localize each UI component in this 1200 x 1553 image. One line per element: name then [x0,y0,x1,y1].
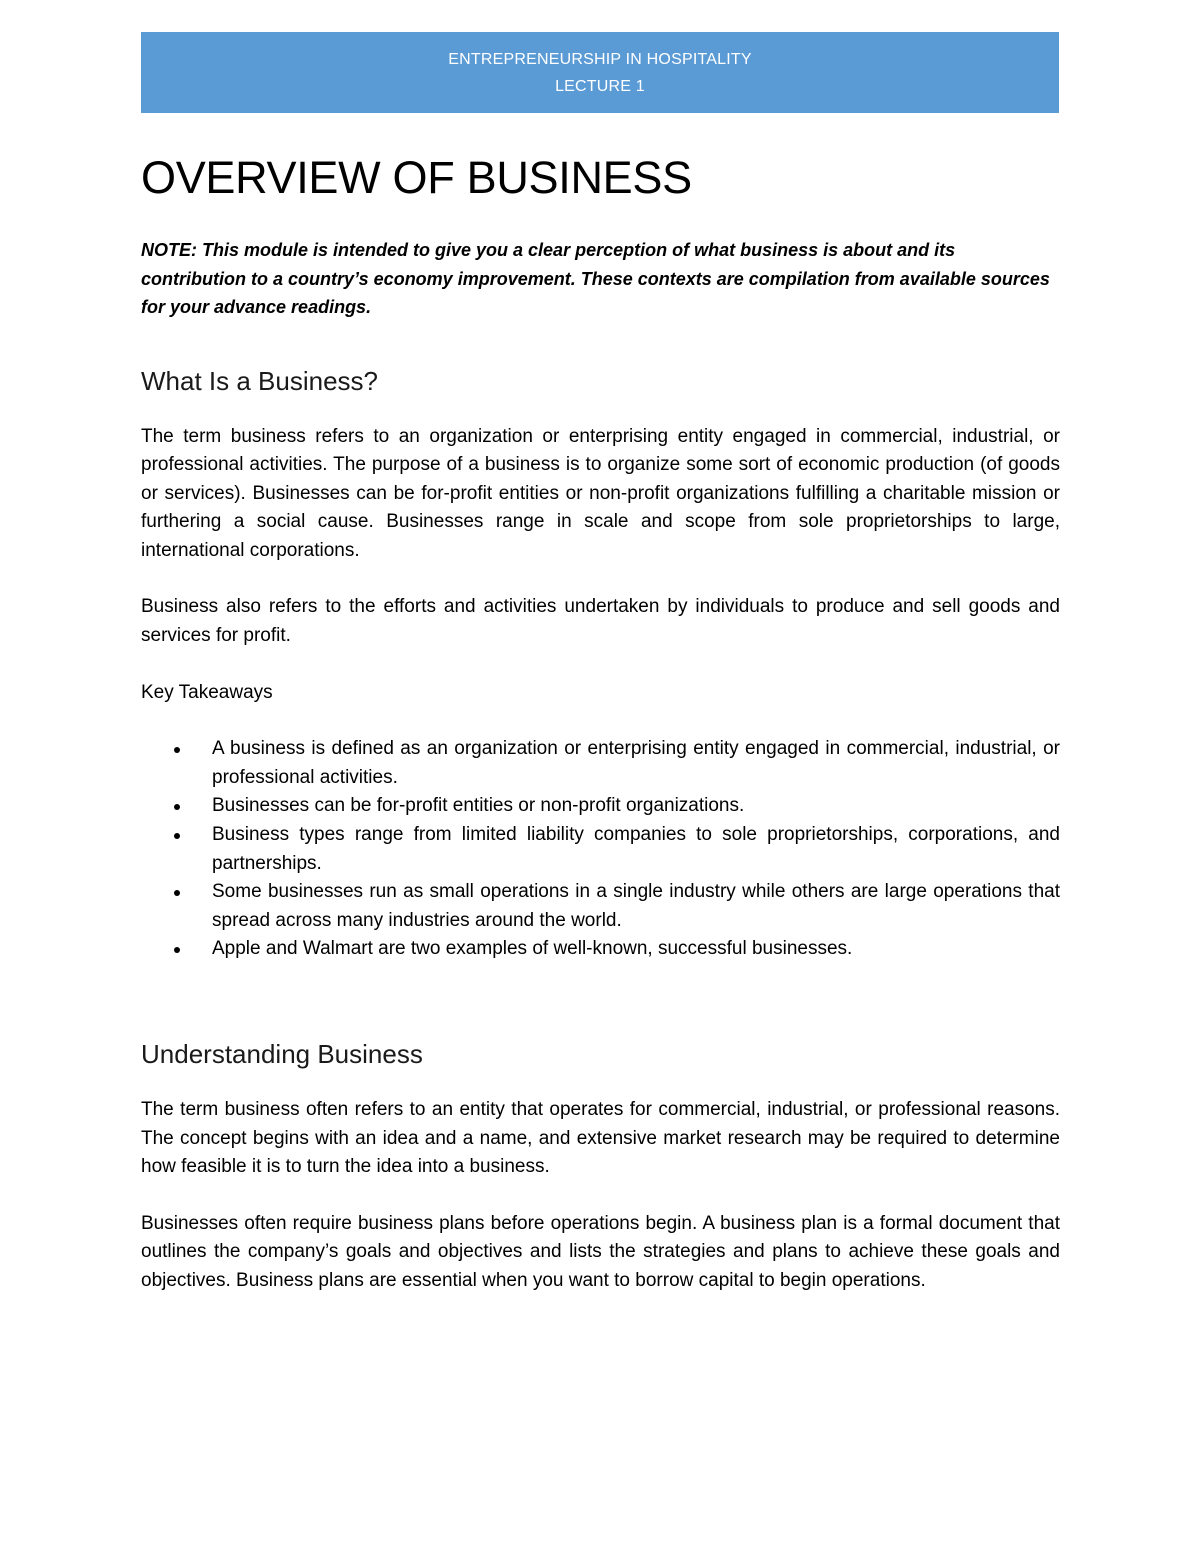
page-title: OVERVIEW OF BUSINESS [141,152,692,203]
list-item [141,821,1060,878]
paragraph: Business also refers to the efforts and activities undertaken by individuals to produce and sell goods and services for profit. [141,596,1060,647]
list-item-text: Business types range from limited liability companies to sole proprietorships, corporations, and partnerships. [212,824,1060,874]
bullet-icon [174,947,180,953]
bullet-icon [174,833,180,839]
list-item [141,735,1060,792]
list-item-text: Apple and Walmart are two examples of well-known, successful businesses. [212,938,853,960]
bullet-icon [174,747,180,753]
key-takeaways-label: Key Takeaways [141,681,273,703]
document-body [141,148,1060,1296]
header-lecture-label: LECTURE 1 [555,78,645,95]
list-item [141,935,1060,964]
list-item [141,792,1060,821]
paragraph: The term business refers to an organization or enterprising entity engaged in commercial, industrial, or professional activities. The purpose of a business is to organize some sort of economic production (of goods or services). Businesses can be for-profit entities or non-profit organizations fulfilling a charitable mission or furthering a social cause. Businesses range in scale and scope from sole proprietorships to large, international corporations. [141,425,1060,561]
module-note: NOTE: This module is intended to give you a clear perception of what business is about and its contribution to a country’s economy improvement. These contexts are compilation from available sources for your advance readings. [141,240,1050,317]
paragraph: Businesses often require business plans before operations begin. A business plan is a formal document that outlines the company’s goals and objectives and lists the strategies and plans to achieve these goals and objectives. Business plans are essential when you want to borrow capital to begin operations. [141,1212,1060,1291]
list-item-text: Businesses can be for-profit entities or non-profit organizations. [212,795,745,817]
section-heading-what-is-business: What Is a Business? [141,365,378,396]
list-item-text: Some businesses run as small operations in a single industry while others are large operations that spread across many industries around the world. [212,881,1060,931]
header-band [141,32,1059,113]
list-item [141,878,1060,935]
header-course-title: ENTREPRENEURSHIP IN HOSPITALITY [448,51,752,68]
bullet-icon [174,804,180,810]
key-takeaways-list [141,735,1060,964]
paragraph: The term business often refers to an entity that operates for commercial, industrial, or professional reasons. The concept begins with an idea and a name, and extensive market research may be required to determine how feasible it is to turn the idea into a business. [141,1099,1060,1178]
bullet-icon [174,890,180,896]
section-heading-understanding-business: Understanding Business [141,1039,423,1069]
list-item-text: A business is defined as an organization or enterprising entity engaged in commercial, industrial, or professional activities. [212,738,1060,788]
